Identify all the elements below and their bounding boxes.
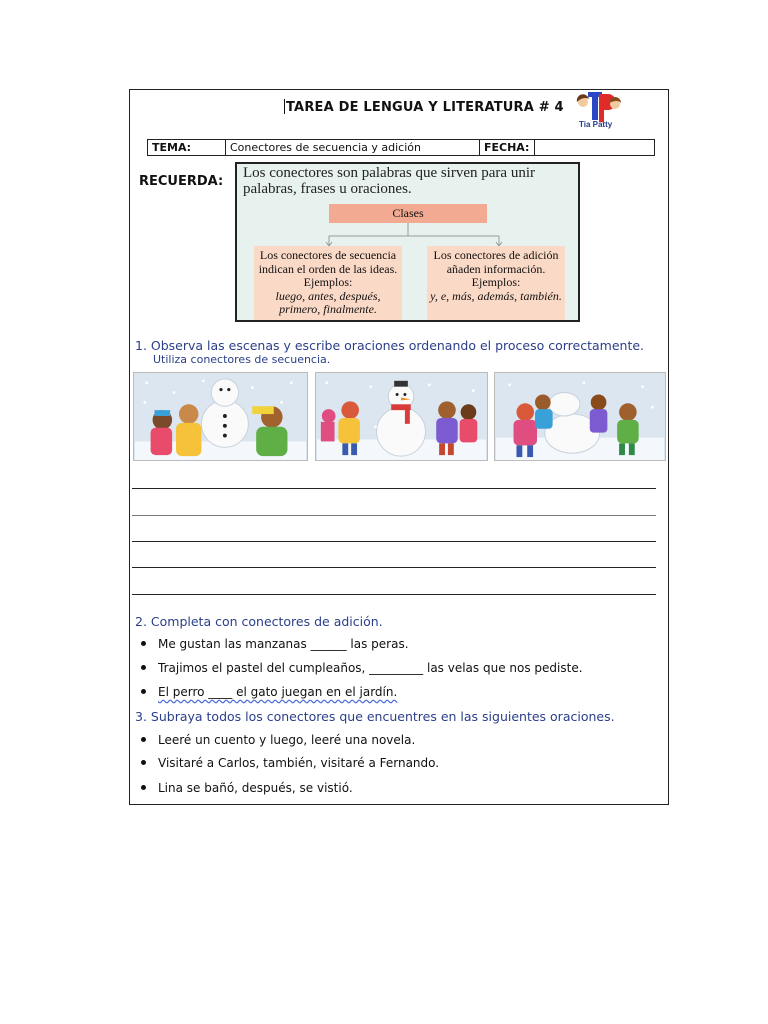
list-item: Lina se bañó, después, se vistió.: [141, 781, 353, 795]
logo-caption: Tia Patty: [579, 120, 613, 129]
list-item: Visitaré a Carlos, también, visitaré a Fernando.: [141, 756, 439, 770]
scene-3-rolling-snowballs: [494, 372, 666, 461]
fecha-label: FECHA:: [480, 140, 535, 155]
adicion-text: Los conectores de adición añaden información. Ejemplos:: [433, 248, 559, 290]
answer-line-3[interactable]: [132, 541, 656, 542]
tema-label: TEMA:: [148, 140, 226, 155]
secuencia-examples: luego, antes, después, primero, finalmente.: [275, 288, 381, 317]
scene-1-kids-building-snowman: [133, 372, 308, 461]
answer-line-1[interactable]: [132, 488, 656, 489]
answer-line-4[interactable]: [132, 567, 656, 568]
concept-map: [235, 162, 580, 322]
worksheet-title: TAREA DE LENGUA Y LITERATURA # 4: [286, 100, 564, 115]
recuerda-label: RECUERDA:: [139, 174, 224, 189]
list-item: Leeré un cuento y luego, leeré una novela.: [141, 733, 415, 747]
answer-line-5[interactable]: [132, 594, 656, 595]
clases-node: Clases: [329, 204, 487, 223]
question-2-title: 2. Completa con conectores de adición.: [135, 614, 383, 629]
list-item: Trajimos el pastel del cumpleaños, _________ las velas que nos pediste.: [141, 661, 583, 675]
tema-value: Conectores de secuencia y adición: [226, 140, 480, 155]
list-item: El perro ____ el gato juegan en el jardín.: [141, 685, 397, 699]
scene-2-snowman-finished: [315, 372, 488, 461]
question-3-title: 3. Subraya todos los conectores que encuentres en las siguientes oraciones.: [135, 709, 615, 724]
fecha-field[interactable]: [535, 140, 654, 155]
secuencia-node: [254, 246, 402, 322]
adicion-node: [427, 246, 565, 322]
answer-line-2[interactable]: [132, 515, 656, 516]
topic-date-row: [147, 139, 655, 156]
concept-intro: Los conectores son palabras que sirven para unir palabras, frases u oraciones.: [243, 165, 535, 197]
secuencia-text: Los conectores de secuencia indican el orden de las ideas. Ejemplos:: [258, 248, 398, 290]
question-1-subtitle: Utiliza conectores de secuencia.: [153, 353, 331, 366]
adicion-examples: y, e, más, además, también.: [430, 288, 562, 303]
question-1-title: 1. Observa las escenas y escribe oraciones ordenando el proceso correctamente.: [135, 338, 645, 353]
list-item: Me gustan las manzanas ______ las peras.: [141, 637, 409, 651]
